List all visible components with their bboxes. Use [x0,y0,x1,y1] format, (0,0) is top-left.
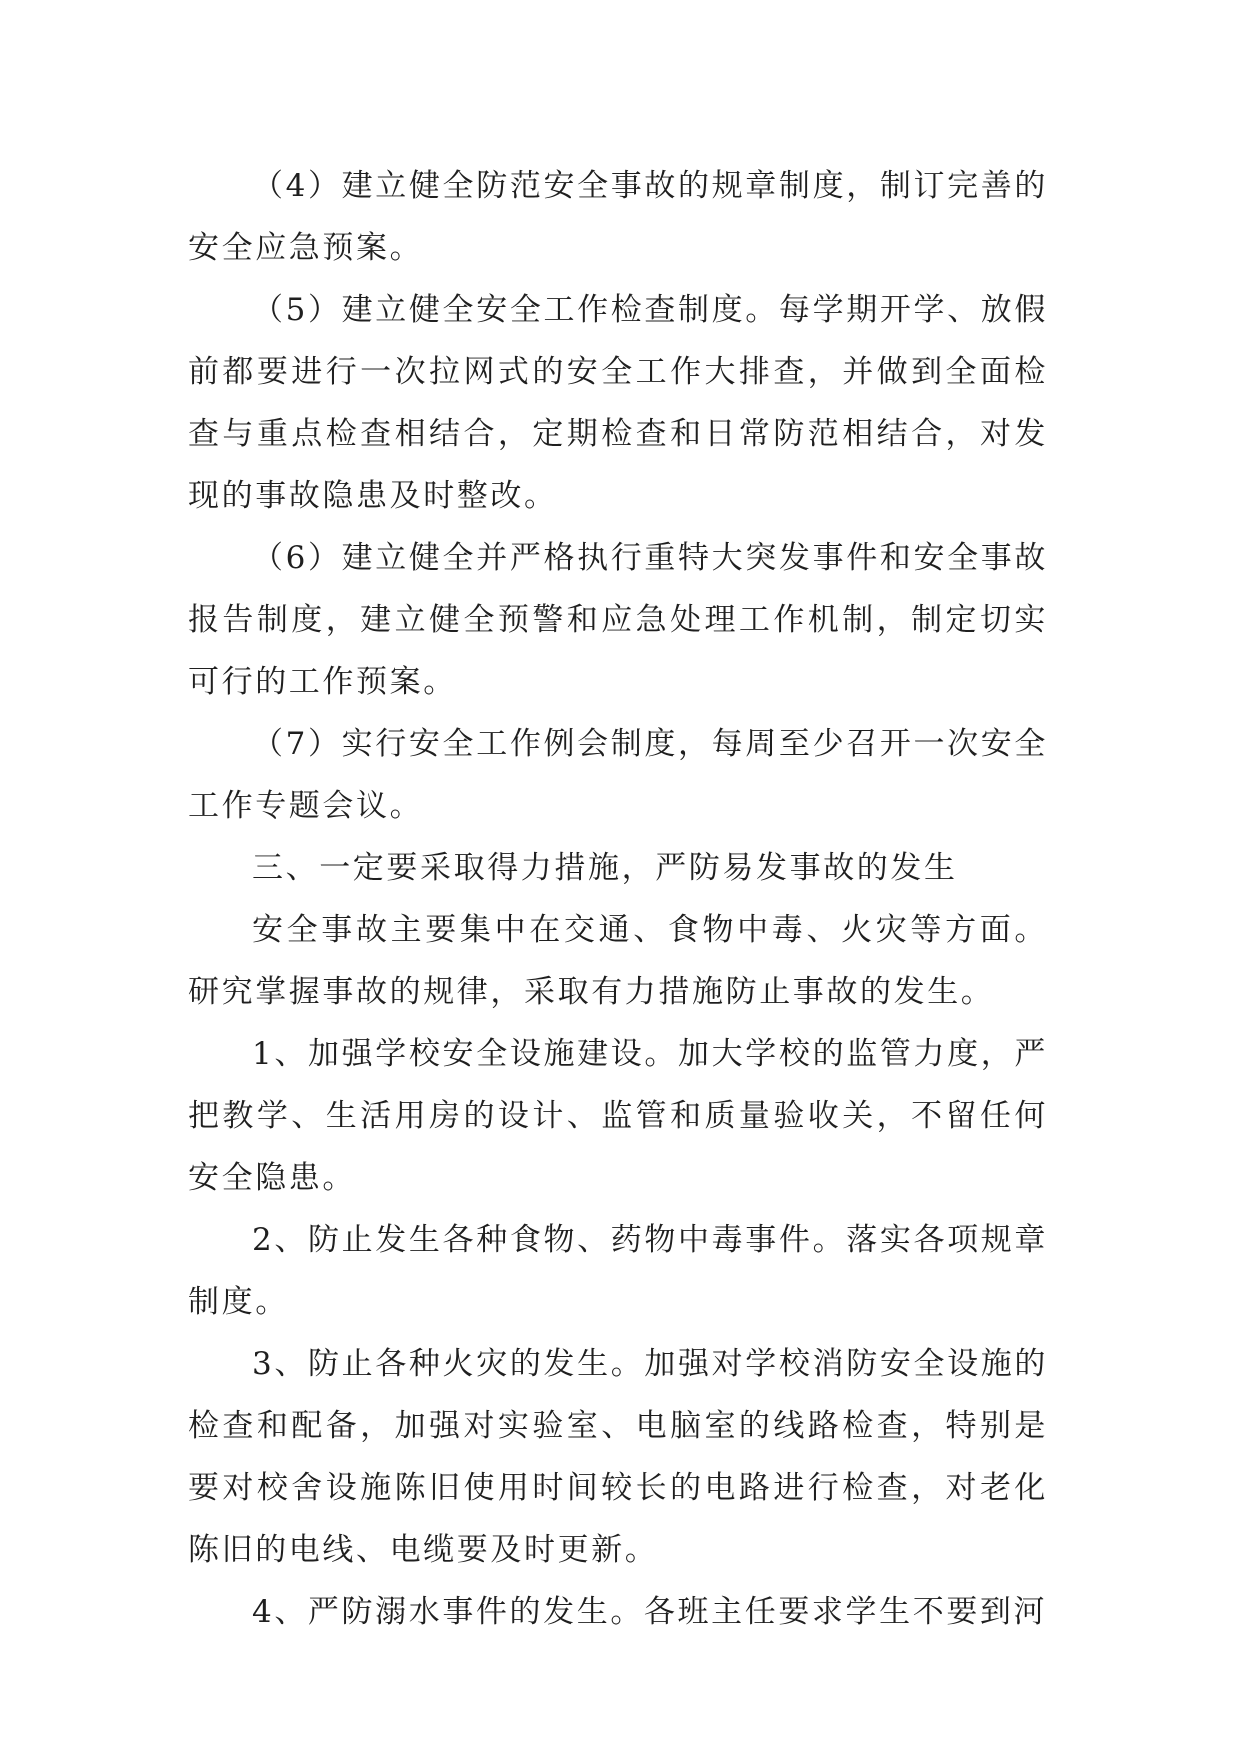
document-body [188,155,1048,1643]
item-4-drowning-prevention: 4、严防溺水事件的发生。各班主任要求学生不要到河 [252,1594,1048,1630]
paragraph-7-regular-meetings: （7）实行安全工作例会制度，每周至少召开一次安全工作专题会议。 [188,726,1048,824]
paragraph-6-reporting-system: （6）建立健全并严格执行重特大突发事件和安全事故报告制度，建立健全预警和应急处理工作机制，制定切实可行的工作预案。 [188,540,1048,700]
paragraph-4-safety-rules: （4）建立健全防范安全事故的规章制度，制订完善的安全应急预案。 [188,168,1048,266]
section-heading-three: 三、一定要采取得力措施，严防易发事故的发生 [252,850,958,886]
item-3-fire-prevention: 3、防止各种火灾的发生。加强对学校消防安全设施的检查和配备，加强对实验室、电脑室的线路检查，特别是要对校舍设施陈旧使用时间较长的电路进行检查，对老化陈旧的电线、电缆要及时更新。 [188,1346,1048,1568]
paragraph-5-inspection-system: （5）建立健全安全工作检查制度。每学期开学、放假前都要进行一次拉网式的安全工作大排查，并做到全面检查与重点检查相结合，定期检查和日常防范相结合，对发现的事故隐患及时整改。 [188,292,1048,514]
item-1-facility-construction: 1、加强学校安全设施建设。加大学校的监管力度，严把教学、生活用房的设计、监管和质量验收关，不留任何安全隐患。 [188,1036,1048,1196]
paragraph-accident-overview: 安全事故主要集中在交通、食物中毒、火灾等方面。研究掌握事故的规律，采取有力措施防止事故的发生。 [188,912,1048,1010]
item-2-poisoning-prevention: 2、防止发生各种食物、药物中毒事件。落实各项规章制度。 [188,1222,1048,1320]
